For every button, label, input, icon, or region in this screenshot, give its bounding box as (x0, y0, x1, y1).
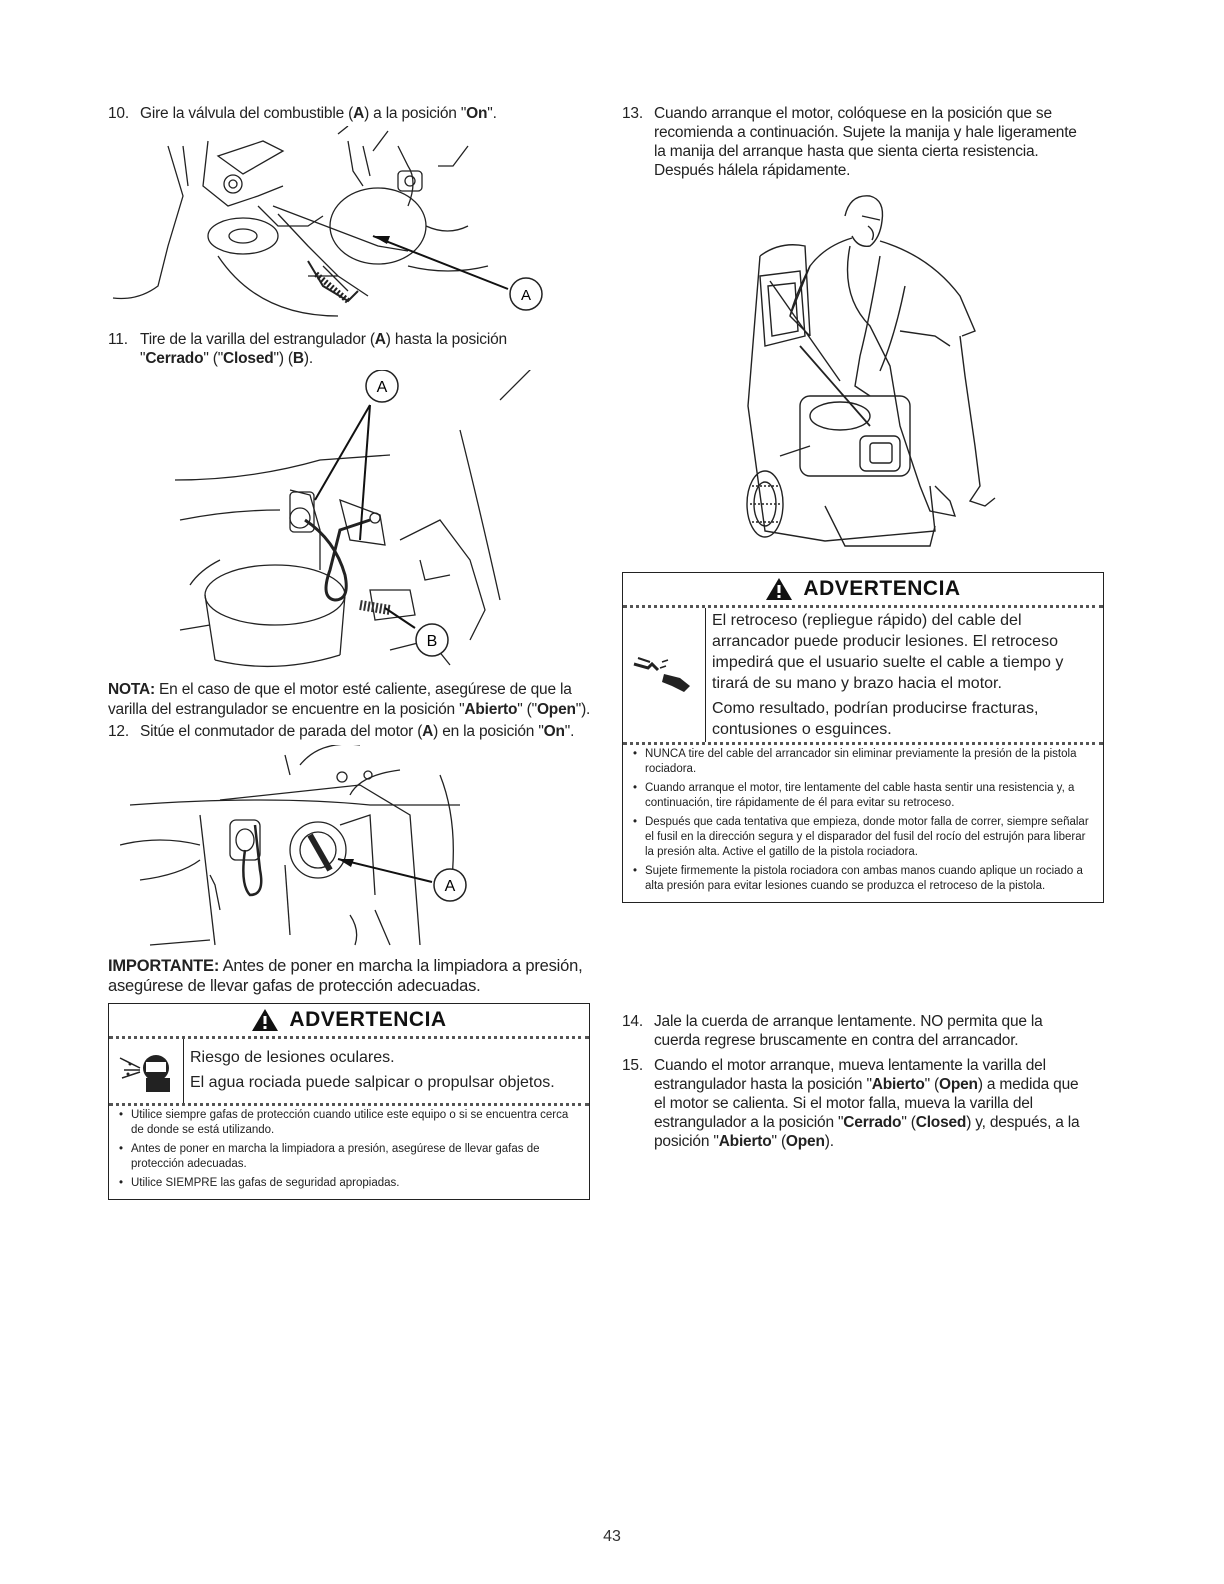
warning-message-2: El agua rociada puede salpicar o propulsar objetos. (190, 1074, 555, 1091)
warning-header (623, 573, 1103, 608)
eye-warning-box (108, 1003, 590, 1200)
kickback-hazard-icon (623, 608, 706, 742)
warning-bullet: • Después que cada tentativa que empieza, donde motor falla de correr, siempre señalar el fusil en la dirección segura y el disparador del fusil del rocío del estrujón para liberar la presión alta. Active el gatillo de la pistola rociadora. (631, 815, 1095, 860)
fig3-callout-a: A (444, 878, 456, 895)
warning-triangle-icon (251, 1008, 279, 1032)
warning-header (109, 1004, 589, 1039)
warning-bullet: • Utilice siempre gafas de protección cuando utilice este equipo o si se encuentra cerca de donde se está utilizando. (117, 1108, 581, 1138)
importante-paragraph: IMPORTANTE: Antes de poner en marcha la limpiadora a presión, asegúrese de llevar gafas de protección adecuadas. (108, 957, 583, 995)
choke-rod-figure (170, 370, 550, 670)
warning-title: ADVERTENCIA (803, 577, 961, 600)
warning-message-1: Riesgo de lesiones oculares. (190, 1049, 395, 1066)
nota-paragraph: NOTA: En el caso de que el motor esté caliente, asegúrese de que la varilla del estrangulador se encuentre en la posición "Abierto" ("Open"). (108, 681, 591, 718)
warning-bullet: • NUNCA tire del cable del arrancador sin eliminar previamente la presión de la pistola rociadora. (631, 747, 1095, 777)
fig1-callout-a: A (520, 287, 532, 304)
warning-title: ADVERTENCIA (289, 1008, 447, 1031)
warning-bullet: • Antes de poner en marcha la limpiadora a presión, asegúrese de llevar gafas de protección adecuadas. (117, 1142, 581, 1172)
fig2-callout-a: A (376, 379, 388, 396)
step-10: 10. Gire la válvula del combustible (A) a la posición "On". (108, 105, 497, 122)
warning-bullets (623, 745, 1103, 902)
warning-bullet: • Sujete firmemente la pistola rociadora con ambas manos cuando aplique un rociado a alta presión para evitar lesiones cuando se produzca el retroceso de la pistola. (631, 864, 1095, 894)
kickback-warning-box (622, 572, 1104, 903)
step-13: 13. Cuando arranque el motor, colóquese en la posición que se recomienda a continuación. Sujete la manija y hale ligeramente la manija del arranque hasta que sienta cierta resistencia. Después hálela rápidamente. (622, 105, 1077, 179)
eye-hazard-icon (109, 1039, 184, 1103)
page-number: 43 (603, 1528, 621, 1545)
fuel-valve-figure (108, 126, 548, 326)
fig2-callout-b: B (426, 633, 438, 650)
warning-bullet: • Cuando arranque el motor, tire lentamente del cable hasta sentir una resistencia y, a continuación, tire rápidamente de él para evitar su retroceso. (631, 781, 1095, 811)
engine-switch-figure (120, 745, 500, 955)
warning-message-1: El retroceso (repliegue rápido) del cable del arrancador puede producir lesiones. El retroceso impedirá que el usuario suelte el cable a tiempo y tirará de su mano y brazo hacia el motor. (712, 612, 1064, 692)
warning-bullets (109, 1106, 589, 1199)
step-14: 14. Jale la cuerda de arranque lentamente. NO permita que la cuerda regrese bruscamente en contra del arrancador. (622, 1013, 1043, 1049)
warning-bullet: • Utilice SIEMPRE las gafas de seguridad apropiadas. (117, 1176, 581, 1191)
step-11: 11. Tire de la varilla del estrangulador (A) hasta la posición "Cerrado" ("Closed") (B). (108, 331, 507, 367)
warning-triangle-icon (765, 577, 793, 601)
warning-message-2: Como resultado, podrían producirse fracturas, contusiones o esguinces. (712, 700, 1039, 738)
starting-position-figure (730, 186, 1000, 566)
step-12: 12. Sitúe el conmutador de parada del motor (A) en la posición "On". (108, 723, 575, 740)
step-15: 15. Cuando el motor arranque, mueva lentamente la varilla del estrangulador hasta la posición "Abierto" (Open) a medida que el motor se calienta. Si el motor falla, mueva la varilla del estrangulador a la posición "Cerrado" (Closed) y, después, a la posición "Abierto" (Open). (622, 1057, 1080, 1150)
